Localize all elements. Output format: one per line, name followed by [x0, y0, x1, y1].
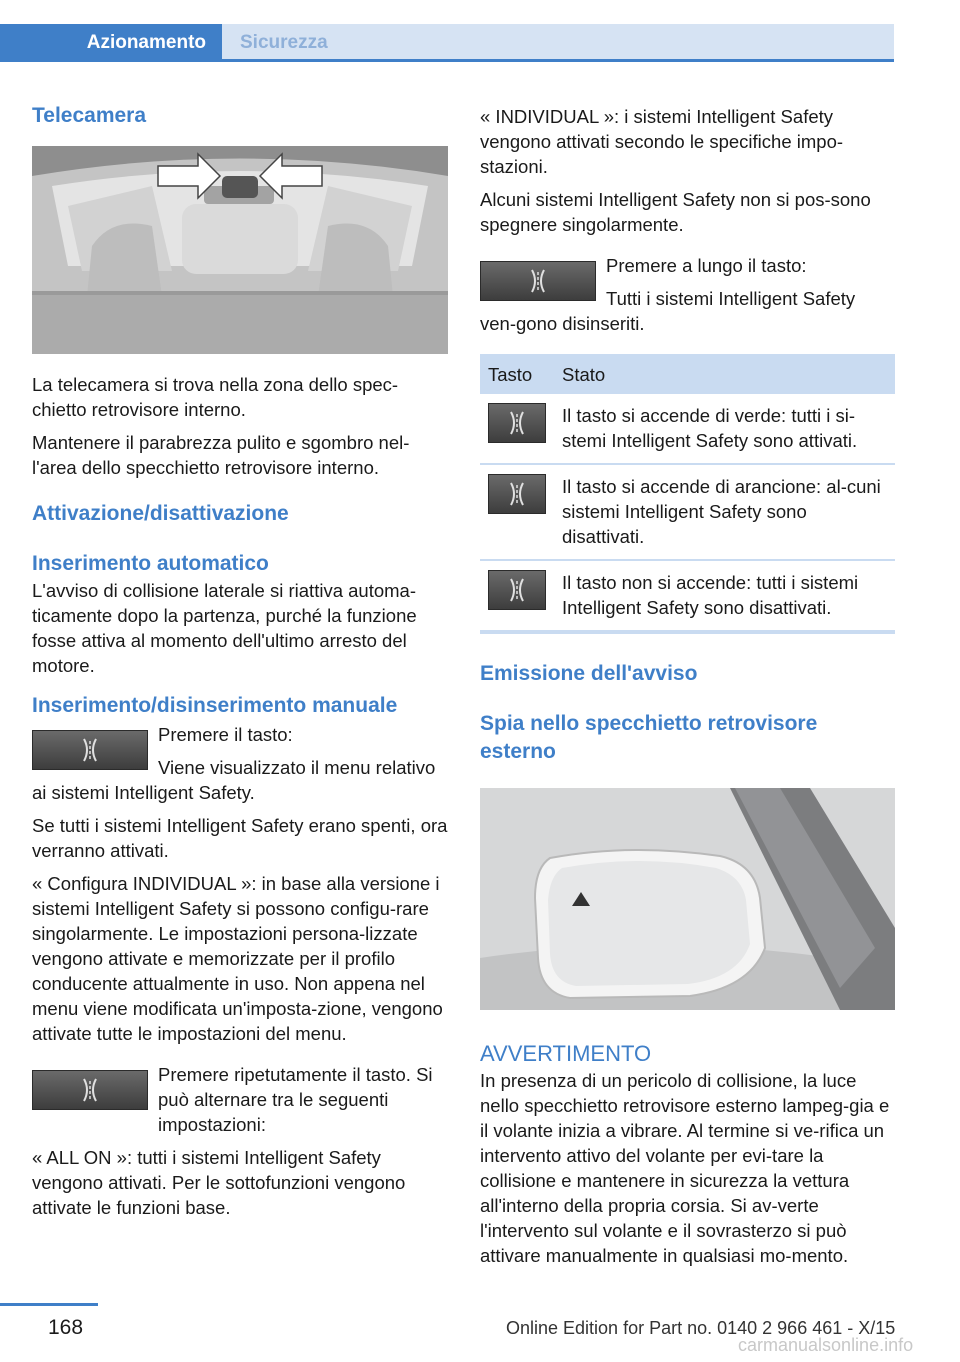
page-number: 168 [48, 1316, 84, 1339]
right-column [480, 104, 895, 1276]
table-row [480, 560, 895, 632]
safety-button-image [488, 570, 546, 610]
long-press-result: Tutti i sistemi Intelligent Safety ven-gono disinseriti. [480, 288, 856, 334]
manual-press-text: Premere il tasto: [158, 724, 293, 745]
button-state-table [480, 354, 895, 634]
footer-divider [0, 1303, 98, 1306]
manual-individual-text: « Configura INDIVIDUAL »: in base alla versione i sistemi Intelligent Safety si possono configu-rare singolarmente. Le impostazioni persona-lizzate vengono attivate e memorizzate per il profilo conducente attualmente in uso. Non appena nel menu viene modificata un'imposta-zione, vengono attivate tutte le impostazioni del menu. [32, 873, 443, 1044]
table-row [480, 394, 895, 464]
tab-azionamento[interactable]: Azionamento [0, 24, 222, 62]
tab-sicurezza[interactable]: Sicurezza [222, 24, 894, 62]
edition-text: Online Edition for Part no. 0140 2 966 461 - X/15 [506, 1318, 896, 1338]
safety-button-image [32, 1070, 148, 1110]
heading-manual: Inserimento/disinserimento manuale [32, 694, 398, 717]
heading-camera: Telecamera [32, 104, 147, 127]
manual-menu-text: Viene visualizzato il menu relativo ai sistemi Intelligent Safety. [32, 757, 436, 803]
camera-location-text: La telecamera si trova nella zona dello spec-chietto retrovisore interno. [32, 374, 399, 420]
some-cannot-text: Alcuni sistemi Intelligent Safety non si pos-sono spegnere singolarmente. [480, 189, 871, 235]
intelligent-safety-icon [80, 1077, 100, 1103]
table-row [480, 464, 895, 560]
intelligent-safety-icon [507, 410, 527, 436]
safety-button-image [488, 403, 546, 443]
intelligent-safety-icon [507, 577, 527, 603]
long-press-text: Premere a lungo il tasto: [606, 255, 807, 276]
heading-mirror-light: Spia nello specchietto retrovisore esterno [480, 712, 818, 763]
auto-text: L'avviso di collisione laterale si riattiva automa-ticamente dopo la partenza, purché la funzione fosse attiva al momento dell'ultimo arresto del motore. [32, 580, 417, 676]
intelligent-safety-icon [80, 737, 100, 763]
camera-clean-text: Mantenere il parabrezza pulito e sgombro nel-l'area dello specchietto retrovisore interno. [32, 432, 410, 478]
caution-text: In presenza di un pericolo di collisione, la luce nello specchietto retrovisore esterno lampeg-gia e il volante inizia a vibrare. Al termine si ve-rifica un intervento attivo del volante per evi-tare la collisione e mantenere in sicurezza la vettura all'interno della propria corsia. Si av-verte l'intervento sul volante e il sovrasterzo si può attivare manualmente in qualsiasi mo-mento. [480, 1070, 890, 1266]
intelligent-safety-icon [507, 481, 527, 507]
camera-photo [32, 146, 448, 354]
individual-text: « INDIVIDUAL »: i sistemi Intelligent Safety vengono attivati secondo le specifiche impo-stazioni. [480, 106, 844, 177]
heading-caution: AVVERTIMENTO [480, 1041, 652, 1066]
safety-button-image [480, 261, 596, 301]
watermark-text: carmanualsonline.info [738, 1335, 914, 1355]
side-mirror-image [480, 788, 895, 1010]
table-header-key: Tasto [480, 354, 554, 394]
table-cell-state: Il tasto si accende di verde: tutti i si-stemi Intelligent Safety sono attivati. [554, 394, 895, 464]
heading-activation: Attivazione/disattivazione [32, 502, 289, 525]
heading-warning: Emissione dell'avviso [480, 662, 698, 685]
long-press-block [480, 253, 895, 336]
heading-auto: Inserimento automatico [32, 552, 269, 575]
mirror-photo [480, 788, 895, 1010]
safety-button-image [32, 730, 148, 770]
safety-button-image [488, 474, 546, 514]
table-cell-state: Il tasto non si accende: tutti i sistemi Intelligent Safety sono disattivati. [554, 560, 895, 632]
all-on-text: « ALL ON »: tutti i sistemi Intelligent Safety vengono attivati. Per le sottofunzioni vengono attivate le funzioni base. [32, 1147, 406, 1218]
page-header [0, 0, 960, 62]
table-cell-state: Il tasto si accende di arancione: al-cuni sistemi Intelligent Safety sono disattivati. [554, 464, 895, 560]
repeat-press-text: Premere ripetutamente il tasto. Si può alternare tra le seguenti impostazioni: [158, 1064, 433, 1135]
intelligent-safety-icon [528, 268, 548, 294]
manual-activate-text: Se tutti i sistemi Intelligent Safety erano spenti, ora verranno attivati. [32, 815, 448, 861]
left-column [32, 100, 450, 1228]
repeat-press-block [32, 1062, 450, 1137]
manual-press-block [32, 722, 450, 805]
car-interior-image [32, 146, 448, 354]
table-header-state: Stato [554, 354, 895, 394]
